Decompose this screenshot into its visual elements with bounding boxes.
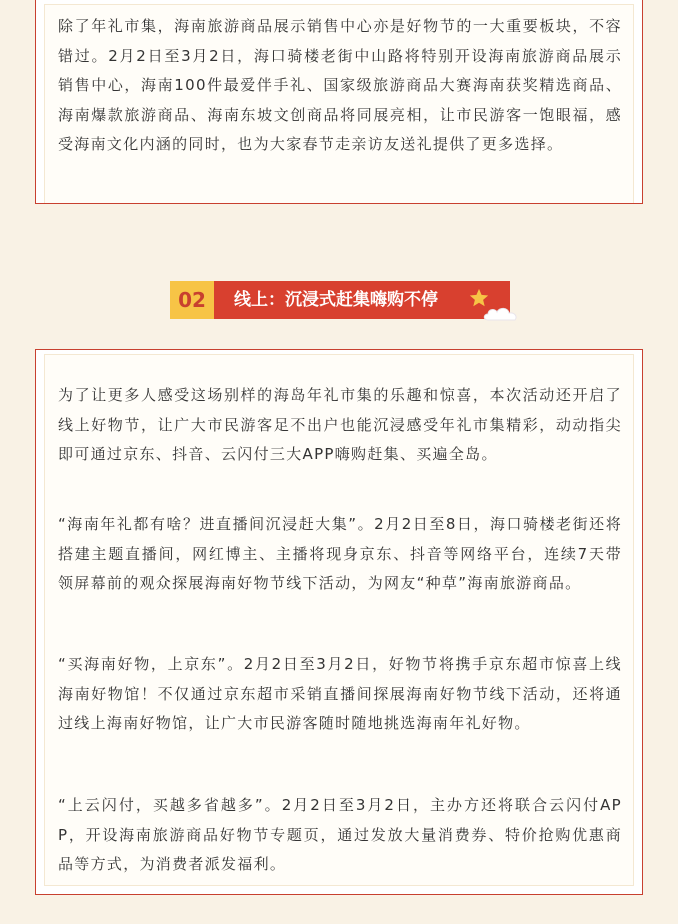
article-card-top bbox=[35, 0, 643, 204]
section1-paragraph: 除了年礼市集，海南旅游商品展示销售中心亦是好物节的一大重要板块，不容错过。2月2日至3月2日，海口骑楼老街中山路将特别开设海南旅游商品展示销售中心，海南100件最爱伴手礼、国家级旅游商品大赛海南获奖精选商品、海南爆款旅游商品、海南东坡文创商品将同展亮相，让市民游客一饱眼福，感受海南文化内涵的同时，也为大家春节走亲访友送礼提供了更多选择。 bbox=[58, 17, 622, 153]
article-card-bottom bbox=[35, 349, 643, 895]
section-title: 线上：沉浸式赶集嗨购不停 bbox=[214, 281, 510, 319]
section2-paragraph-3: “买海南好物，上京东”。2月2日至3月2日，好物节将携手京东超市惊喜上线海南好物馆！不仅通过京东超市采销直播间探展海南好物节线下活动，还将通过线上海南好物馆，让广大市民游客随时随地挑选海南年礼好物。 bbox=[58, 655, 622, 732]
section-header-02 bbox=[170, 281, 515, 319]
cloud-icon bbox=[482, 304, 520, 322]
section-number: 02 bbox=[170, 281, 214, 319]
section2-paragraph-4: “上云闪付，买越多省越多”。2月2日至3月2日，主办方还将联合云闪付APP，开设海南旅游商品好物节专题页，通过发放大量消费券、特价抢购优惠商品等方式，为消费者派发福利。 bbox=[58, 796, 622, 873]
section2-paragraph-1: 为了让更多人感受这场别样的海岛年礼市集的乐趣和惊喜，本次活动还开启了线上好物节，让广大市民游客足不出户也能沉浸感受年礼市集精彩，动动指尖即可通过京东、抖音、云闪付三大APP嗨购赶集、买遍全岛。 bbox=[58, 386, 622, 463]
section2-paragraph-2: “海南年礼都有啥？进直播间沉浸赶大集”。2月2日至8日，海口骑楼老街还将搭建主题直播间，网红博主、主播将现身京东、抖音等网络平台，连续7天带领屏幕前的观众探展海南好物节线下活动，为网友“种草”海南旅游商品。 bbox=[58, 515, 622, 592]
